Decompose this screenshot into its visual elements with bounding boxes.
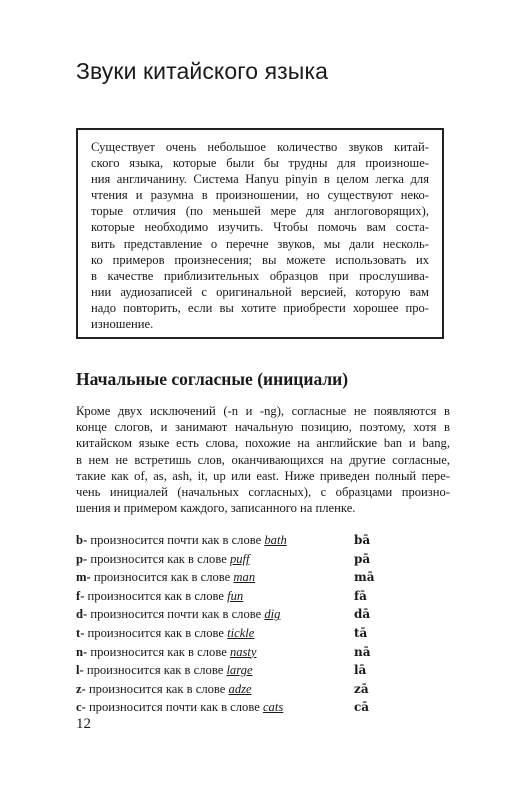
pinyin-syllable: fā	[354, 588, 367, 603]
intro-line: Существует очень небольшое количество звуков китай-	[91, 140, 429, 154]
pinyin-syllable: cā	[354, 700, 370, 715]
example-word: bath	[264, 533, 287, 547]
initial-text: произносится как в слове	[83, 663, 227, 678]
paragraph-line: шения и примером каждого, записанного на пленке.	[76, 501, 356, 516]
initial-text: произносится как в слове	[84, 625, 228, 640]
paragraph-line: в нем не встретишь слов, оканчивающихся на другие согласные,	[76, 452, 450, 467]
initial-text: произносится как в слове	[90, 570, 234, 585]
intro-line: изношение.	[91, 317, 154, 332]
intro-line: надо повторить, если вы хотите приобрести хорошее про-	[91, 300, 429, 315]
list-item	[76, 607, 456, 626]
body-paragraph	[76, 403, 450, 516]
section-heading: Начальные согласные (инициали)	[76, 369, 349, 389]
initial-letter: z-	[76, 681, 86, 696]
initial-letter: c-	[76, 700, 86, 715]
initial-letter: m-	[76, 570, 91, 585]
pinyin-syllable: pā	[354, 551, 371, 566]
initial-letter: p-	[76, 551, 88, 566]
list-item	[76, 533, 456, 552]
initial-letter: n-	[76, 644, 88, 659]
paragraph-line: чень инициалей (начальных согласных), с образцами произно-	[76, 485, 450, 500]
initial-letter: b-	[76, 533, 88, 547]
pinyin-syllable: lā	[354, 663, 367, 678]
initial-text: произносится почти как в слове	[85, 700, 263, 715]
list-item	[76, 663, 456, 682]
intro-line: торые отличия (по меньшей мере для англоговорящих),	[91, 204, 429, 219]
list-item	[76, 589, 456, 608]
paragraph-line: Кроме двух исключений (-n и -ng), согласные не появляются в	[76, 404, 450, 418]
initial-text: произносится как в слове	[85, 681, 229, 696]
paragraph-line: такие как of, as, ash, it, up или east. Ниже приведен полный пере-	[76, 468, 450, 483]
example-word: cats	[262, 700, 284, 715]
pinyin-syllable: zā	[354, 681, 369, 696]
paragraph-line: китайском языке есть слова, похожие на английские ban и bang,	[76, 436, 450, 451]
initial-text: произносится как в слове	[87, 644, 230, 659]
example-word: tickle	[227, 625, 255, 640]
example-word: man	[233, 570, 256, 585]
initial-letter: d-	[76, 607, 88, 622]
intro-line: ния англичанину. Система Hanyu pinyin в целом легка для	[91, 172, 429, 187]
intro-line: в качестве приблизительных образцов при прослушива-	[91, 268, 429, 283]
initial-text: произносится почти как в слове	[87, 607, 265, 622]
list-item	[76, 552, 456, 571]
initial-text: произносится почти как в слове	[87, 533, 265, 547]
intro-line: чтения и разумна в произношении, но существуют неко-	[91, 188, 429, 203]
initial-letter: l-	[76, 663, 84, 678]
initial-letter: f-	[76, 588, 85, 603]
intro-line: нии аудиозаписей с оригинальной версией, которую вам	[91, 284, 429, 299]
pinyin-syllable: nā	[354, 644, 371, 659]
intro-line: которые необходимо изучить. Чтобы помочь вам соста-	[91, 220, 429, 235]
list-item	[76, 682, 456, 701]
initial-text: произносится как в слове	[84, 588, 228, 603]
example-word: large	[226, 663, 253, 678]
initial-text: произносится как в слове	[87, 551, 230, 566]
pinyin-syllable: bā	[354, 533, 371, 547]
intro-line: ко примеров произнесения; вы можете использовать их	[91, 252, 429, 267]
list-item	[76, 626, 456, 645]
pinyin-syllable: mā	[354, 570, 375, 585]
initial-letter: t-	[76, 625, 85, 640]
list-item	[76, 645, 456, 664]
intro-box	[76, 128, 444, 339]
list-item	[76, 570, 456, 589]
intro-line: ского языка, которые были бы трудны для произноше-	[91, 156, 429, 171]
pinyin-syllable: dā	[354, 607, 371, 622]
example-word: adze	[228, 681, 252, 696]
example-word: puff	[229, 551, 250, 566]
example-word: fun	[227, 588, 244, 603]
pinyin-syllable: tā	[354, 625, 368, 640]
list-item	[76, 700, 456, 719]
page-title: Звуки китайского языка	[76, 58, 328, 84]
initials-list	[76, 533, 456, 719]
example-word: dig	[264, 607, 281, 622]
paragraph-line: конце слогов, и занимают начальную позицию, поэтому, хотя в	[76, 420, 450, 435]
example-word: nasty	[229, 644, 257, 659]
page-number: 12	[76, 716, 91, 732]
intro-line: вить представление о перечне звуков, мы дали несколь-	[91, 236, 429, 251]
